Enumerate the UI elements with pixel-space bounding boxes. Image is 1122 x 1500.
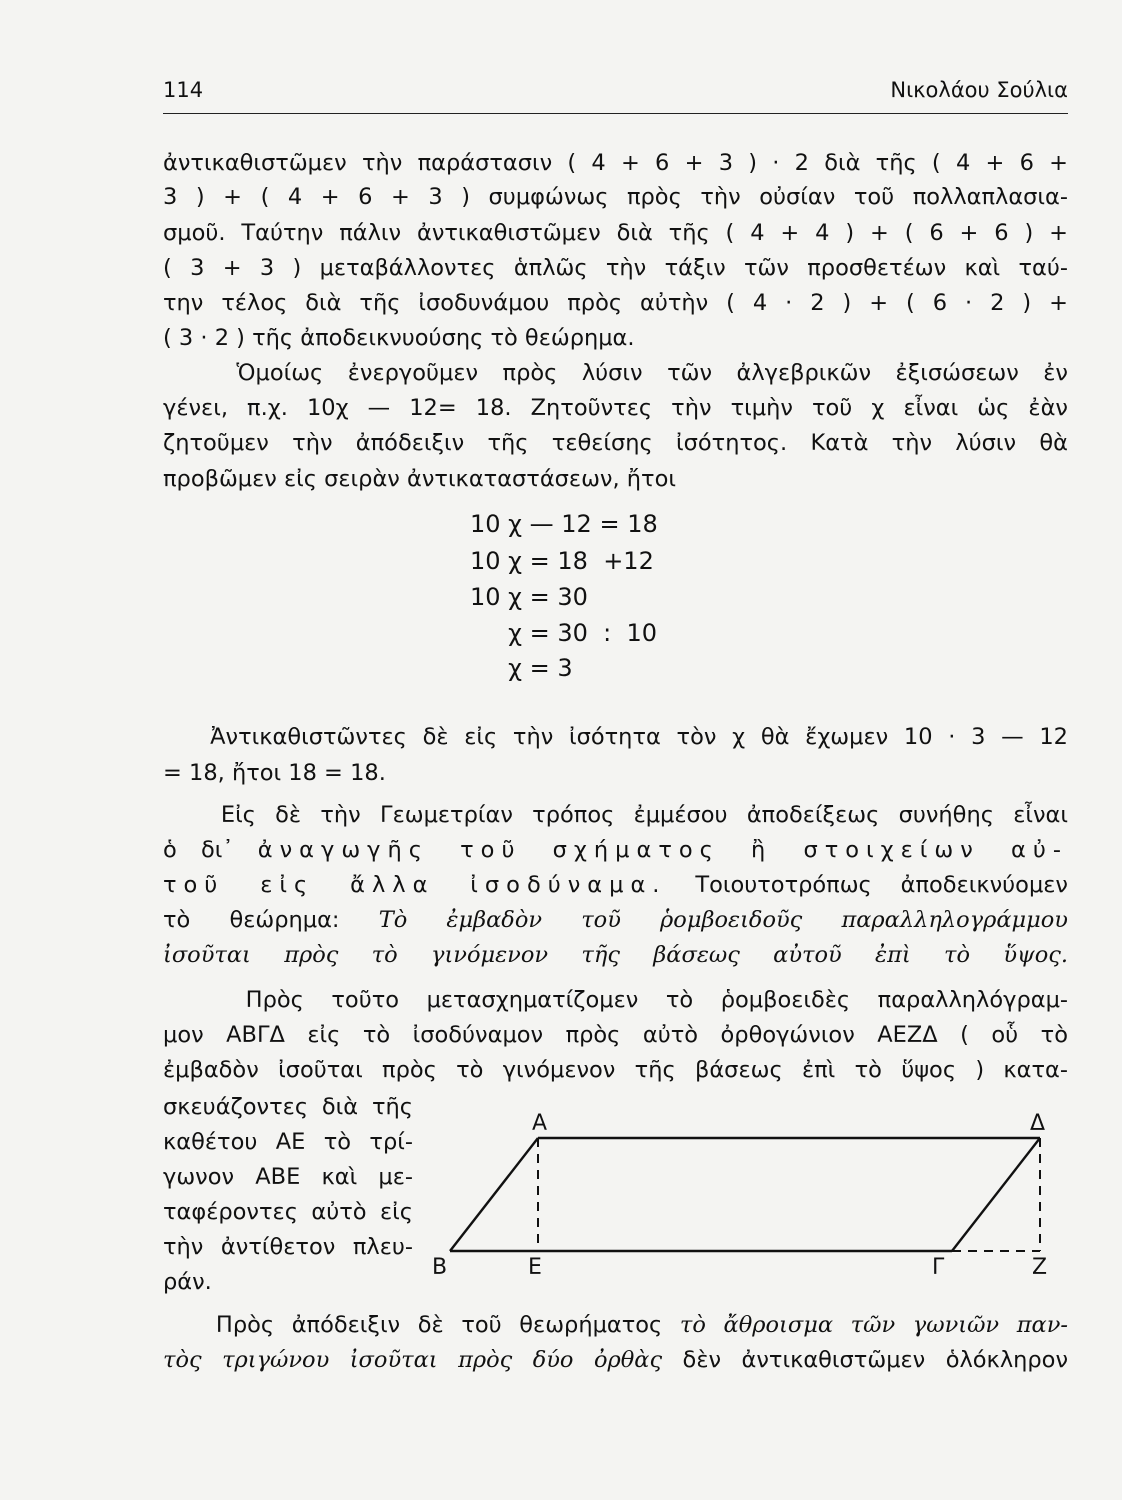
side-GD [952, 1138, 1040, 1251]
header-rule [163, 113, 1068, 114]
spaced-text: ἀναγωγῆς τοῦ σχήματος ἢ στοιχείων αὐ- [257, 837, 1068, 863]
text-line: Πρὸς τοῦτο μετασχηματίζομεν τὸ ῥομβοειδὲς παραλληλόγραμ- [163, 987, 1068, 1013]
text-line: Ὁμοίως ἐνεργοῦμεν πρὸς λύσιν τῶν ἀλγεβρικῶν ἐξισώσεων ἐν [163, 360, 1068, 386]
text-line: σμοῦ. Ταύτην πάλιν ἀντικαθιστῶμεν διὰ τῆς ( 4 + 4 ) + ( 6 + 6 ) + [163, 220, 1068, 246]
text-span: Τοιουτοτρόπως ἀποδεικνύομεν [695, 872, 1068, 898]
theorem-italic: τὸς τριγώνου ἰσοῦται πρὸς δύο ὀρθὰς [163, 1347, 663, 1373]
text-line: γένει, π.χ. 10χ — 12= 18. Ζητοῦντες τὴν τιμὴν τοῦ χ εἶναι ὡς ἐὰν [163, 395, 1068, 421]
equation-line: 10 χ = 18 +12 [470, 547, 654, 575]
spaced-text: τοῦ εἰς ἄλλα ἰσοδύναμα. [163, 872, 667, 898]
text-line: ράν. [163, 1269, 212, 1295]
text-line: τὴν ἀντίθετον πλευ- [163, 1234, 413, 1260]
text-line [163, 870, 1068, 900]
text-line: ταφέροντες αὐτὸ εἰς [163, 1199, 413, 1225]
text-line: 3 ) + ( 4 + 6 + 3 ) συμφώνως πρὸς τὴν οὐσίαν τοῦ πολλαπλασια- [163, 184, 1068, 210]
theorem-italic: Τὸ ἐμβαδὸν τοῦ ῥομβοειδοῦς παραλληλογράμμου [378, 907, 1068, 933]
text-line: ἐμβαδὸν ἰσοῦται πρὸς τὸ γινόμενον τῆς βάσεως ἐπὶ τὸ ὕψος ) κατα- [163, 1057, 1068, 1083]
page-header [163, 78, 1068, 110]
text-line: Ἀντικαθιστῶντες δὲ εἰς τὴν ἰσότητα τὸν χ θὰ ἔχωμεν 10 · 3 — 12 [163, 724, 1068, 750]
equation-line: χ = 3 [470, 654, 573, 682]
text-line: σκευάζοντες διὰ τῆς [163, 1094, 413, 1120]
equation-line: χ = 30 : 10 [470, 619, 658, 647]
text-line: Εἰς δὲ τὴν Γεωμετρίαν τρόπος ἐμμέσου ἀποδείξεως συνήθης εἶναι [163, 802, 1068, 828]
text-span: τὸ θεώρημα: [163, 907, 340, 933]
text-line: την τέλος διὰ τῆς ἰσοδυνάμου πρὸς αὐτὴν ( 4 · 2 ) + ( 6 · 2 ) + [163, 290, 1068, 316]
equation-line: 10 χ = 30 [470, 583, 588, 611]
text-line: ( 3 + 3 ) μεταβάλλοντες ἁπλῶς τὴν τάξιν τῶν προσθετέων καὶ ταύ- [163, 255, 1068, 281]
text-line: μον ΑΒΓΔ εἰς τὸ ἰσοδύναμον πρὸς αὐτὸ ὀρθογώνιον ΑΕΖΔ ( οὗ τὸ [163, 1022, 1068, 1048]
label-B: Β [432, 1255, 448, 1280]
text-line: προβῶμεν εἰς σειρὰν ἀντικαταστάσεων, ἤτοι [163, 466, 676, 492]
text-line: καθέτου ΑΕ τὸ τρί- [163, 1129, 413, 1155]
theorem-italic: ἰσοῦται πρὸς τὸ γινόμενον τῆς βάσεως αὐτοῦ ἐπὶ τὸ ὕψος. [163, 942, 1068, 968]
text-line [163, 905, 1068, 935]
text-span: δὲν ἀντικαθιστῶμεν ὁλόκληρον [682, 1347, 1069, 1373]
side-AB [450, 1138, 538, 1251]
text-span: Πρὸς ἀπόδειξιν δὲ τοῦ θεωρήματος [163, 1312, 663, 1338]
label-D: Δ [1030, 1111, 1046, 1136]
label-E: Ε [528, 1255, 542, 1280]
theorem-italic: τὸ ἄθροισμα τῶν γωνιῶν παν- [679, 1312, 1069, 1338]
running-title: Νικολάου Σούλια [890, 78, 1068, 102]
text-line [163, 835, 1068, 865]
equation-line: 10 χ — 12 = 18 [470, 510, 658, 538]
text-line: ( 3 · 2 ) τῆς ἀποδεικνυούσης τὸ θεώρημα. [163, 325, 635, 351]
text-line: ζητοῦμεν τὴν ἀπόδειξιν τῆς τεθείσης ἰσότητος. Κατὰ τὴν λύσιν θὰ [163, 430, 1068, 456]
text-line: ἀντικαθιστῶμεν τὴν παράστασιν ( 4 + 6 + 3 ) · 2 διὰ τῆς ( 4 + 6 + [163, 150, 1068, 176]
text-span: ὁ δι᾿ [163, 837, 234, 863]
text-line: = 18, ἤτοι 18 = 18. [163, 760, 386, 786]
label-Z: Ζ [1032, 1255, 1048, 1280]
parallelogram-figure [420, 1108, 1060, 1283]
text-line: γωνον ΑΒΕ καὶ με- [163, 1164, 413, 1190]
label-A: Α [532, 1111, 548, 1136]
label-G: Γ [932, 1255, 945, 1280]
page-number: 114 [163, 78, 204, 102]
text-line [163, 1310, 1068, 1340]
text-line [163, 1345, 1068, 1375]
